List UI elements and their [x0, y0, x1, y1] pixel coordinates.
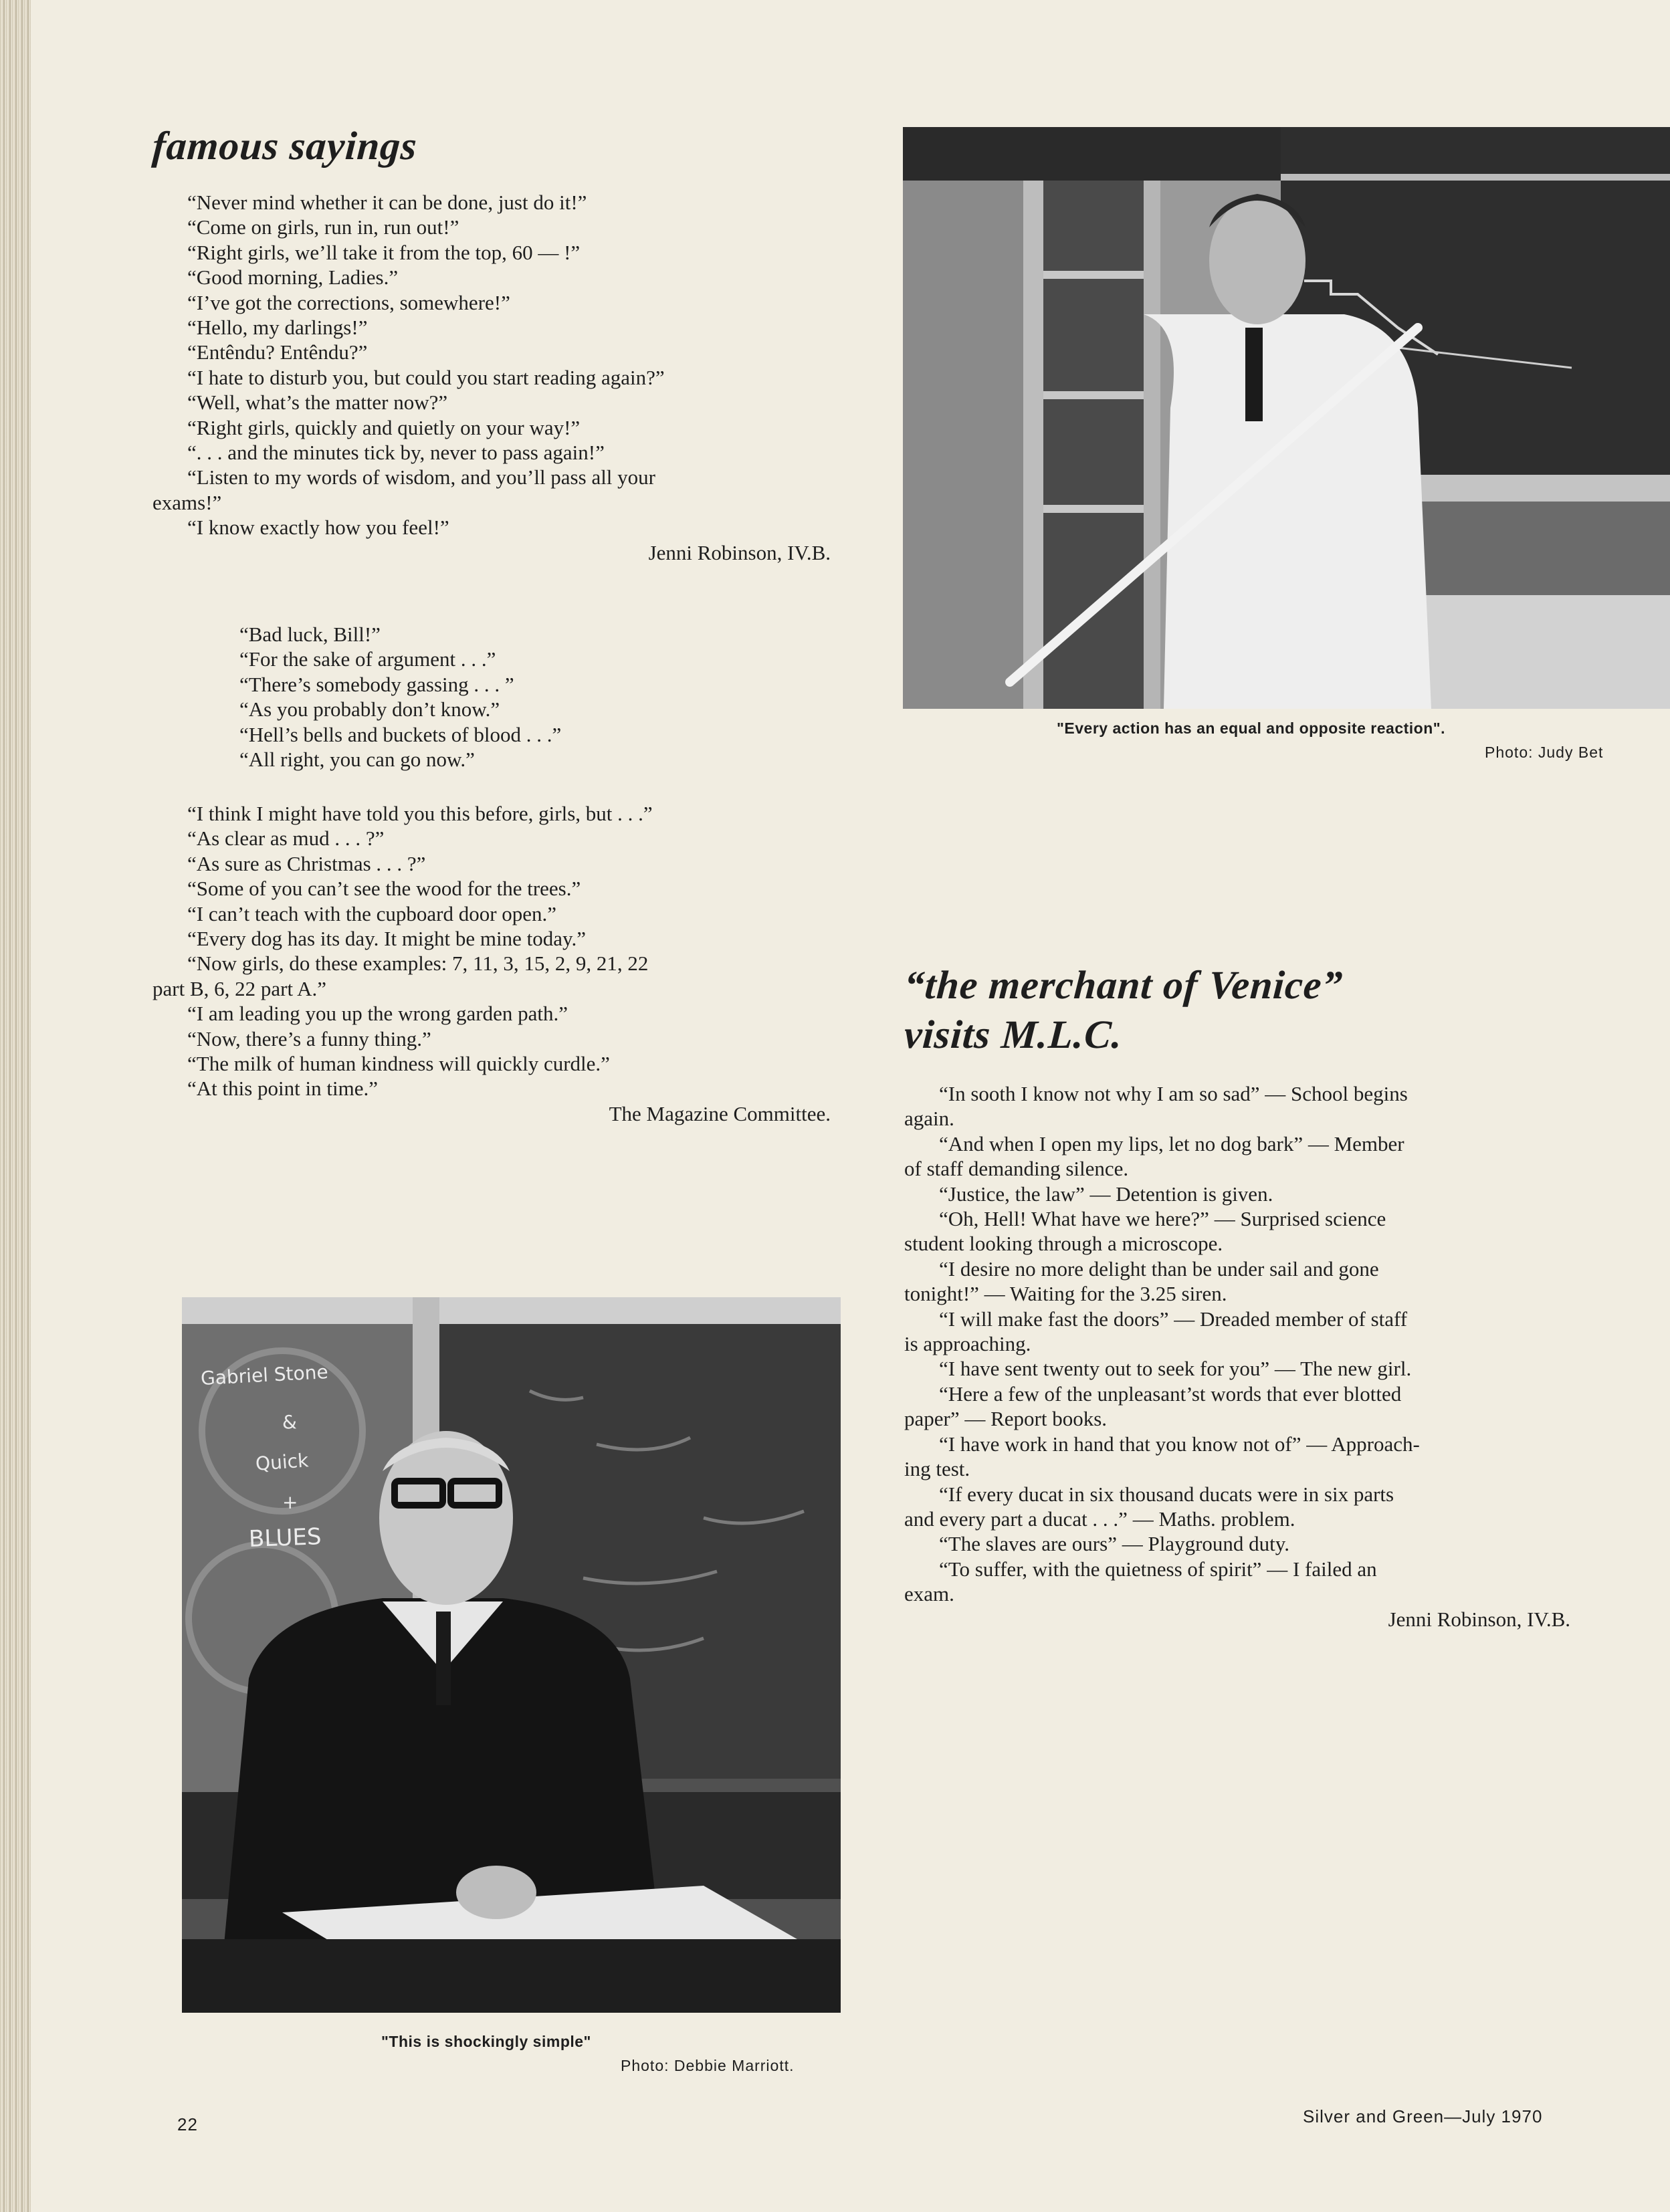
quote-line: “Justice, the law” — Detention is given.: [939, 1182, 1273, 1206]
publication-footer: Silver and Green—July 1970: [1303, 2106, 1543, 2126]
saying-line: “I’ve got the corrections, somewhere!”: [187, 290, 510, 314]
signature-jenni-robinson: Jenni Robinson, IV.B.: [648, 540, 831, 564]
quote-line: “Here a few of the unpleasant’st words that ever blotted: [939, 1381, 1402, 1406]
photo-top-caption: "Every action has an equal and opposite reaction".: [1057, 720, 1446, 737]
saying-line: “Right girls, quickly and quietly on your way!”: [187, 415, 581, 439]
saying-line: “I can’t teach with the cupboard door open.”: [187, 901, 557, 925]
merchant-quotes: [904, 1081, 1570, 1632]
quote-line: “I desire no more delight than be under sail and gone: [939, 1256, 1379, 1281]
quote-line: “And when I open my lips, let no dog bark” — Member: [939, 1131, 1404, 1155]
quote-line: “I will make fast the doors” — Dreaded member of staff: [939, 1307, 1408, 1331]
saying-line: “Hell’s bells and buckets of blood . . .”: [239, 722, 562, 746]
chalk-text-plus: +: [282, 1491, 298, 1513]
saying-line: part B, 6, 22 part A.”: [152, 976, 327, 1000]
signature-magazine-committee: The Magazine Committee.: [609, 1101, 831, 1125]
famous-sayings-section: [152, 124, 831, 565]
quote-line: again.: [904, 1107, 954, 1131]
saying-line: “Listen to my words of wisdom, and you’ll pass all your: [187, 465, 655, 489]
quote-line: “To suffer, with the quietness of spirit” — I failed an: [939, 1557, 1377, 1581]
page-binding-edge: [0, 0, 31, 2212]
merchant-heading-line1: “the merchant of Venice”: [902, 963, 1344, 1007]
quote-line: tonight!” — Waiting for the 3.25 siren.: [904, 1282, 1227, 1306]
quote-line: “If every ducat in six thousand ducats were in six parts: [939, 1482, 1394, 1506]
saying-line: “For the sake of argument . . .”: [239, 647, 496, 671]
photo-bottom-caption: "This is shockingly simple": [381, 2033, 591, 2050]
saying-line: “Now girls, do these examples: 7, 11, 3, 15, 2, 9, 21, 22: [187, 952, 649, 976]
photo-bottom-credit: Photo: Debbie Marriott.: [621, 2057, 795, 2074]
photo-teacher-with-pointer-image: [903, 127, 1670, 709]
quote-line: exam.: [904, 1582, 954, 1606]
photo-top-credit: Photo: Judy Bet: [1485, 744, 1604, 761]
chalk-text-quick: Quick: [254, 1449, 310, 1475]
quote-line: paper” — Report books.: [904, 1407, 1108, 1431]
chalk-text-gabriel-stone: Gabriel Stone: [200, 1361, 329, 1390]
saying-line: “Now, there’s a funny thing.”: [187, 1026, 431, 1050]
sayings-block-2: [239, 622, 708, 772]
saying-line: “I am leading you up the wrong garden path.”: [187, 1002, 568, 1026]
saying-line: “Every dog has its day. It might be mine today.”: [187, 927, 587, 951]
quote-line: “In sooth I know not why I am so sad” — School begins: [939, 1082, 1408, 1105]
saying-line: “I think I might have told you this before, girls, but . . .”: [187, 802, 653, 825]
photo-teacher-at-desk-image: [182, 1297, 841, 2013]
sayings-block-3: [152, 801, 831, 1126]
saying-line: “Come on girls, run in, run out!”: [187, 215, 459, 239]
merchant-heading-line2: visits M.L.C.: [902, 1012, 1124, 1057]
saying-line: “Bad luck, Bill!”: [239, 623, 381, 646]
saying-line: “I hate to disturb you, but could you start reading again?”: [187, 365, 665, 389]
signature-jenni-robinson-merchant: Jenni Robinson, IV.B.: [1388, 1607, 1570, 1631]
quote-line: student looking through a microscope.: [904, 1232, 1223, 1256]
saying-line: “All right, you can go now.”: [239, 748, 475, 772]
saying-line: exams!”: [152, 490, 222, 514]
quote-line: of staff demanding silence.: [904, 1157, 1129, 1181]
saying-line: “Some of you can’t see the wood for the trees.”: [187, 877, 581, 901]
saying-line: “Hello, my darlings!”: [187, 316, 368, 340]
saying-line: “There’s somebody gassing . . . ”: [239, 672, 514, 696]
saying-line: “As you probably don’t know.”: [239, 697, 500, 722]
quote-line: “I have work in hand that you know not of” — Approach-: [939, 1432, 1420, 1456]
quote-line: “I have sent twenty out to seek for you” — The new girl.: [939, 1357, 1412, 1381]
quote-line: “Oh, Hell! What have we here?” — Surprised science: [939, 1207, 1386, 1231]
quote-line: ing test.: [904, 1457, 970, 1481]
merchant-of-venice-section: [904, 963, 1570, 1632]
famous-sayings-heading: famous sayings: [150, 124, 419, 168]
photo-teacher-at-desk: [182, 1297, 841, 2013]
saying-line: “The milk of human kindness will quickly curdle.”: [187, 1052, 610, 1076]
saying-line: “Never mind whether it can be done, just do it!”: [187, 191, 587, 214]
saying-line: “At this point in time.”: [187, 1077, 378, 1101]
saying-line: “. . . and the minutes tick by, never to pass again!”: [187, 441, 605, 465]
saying-line: “As sure as Christmas . . . ?”: [187, 851, 426, 875]
saying-line: “As clear as mud . . . ?”: [187, 826, 385, 851]
saying-line: “Right girls, we’ll take it from the top, 60 — !”: [187, 240, 581, 264]
quote-line: and every part a ducat . . .” — Maths. problem.: [904, 1507, 1295, 1531]
page-number: 22: [177, 2114, 198, 2134]
chalk-text-blues: BLUES: [248, 1523, 322, 1553]
saying-line: “Entêndu? Entêndu?”: [187, 340, 368, 364]
saying-line: “I know exactly how you feel!”: [187, 516, 449, 540]
quote-line: is approaching.: [904, 1332, 1031, 1356]
saying-line: “Good morning, Ladies.”: [187, 265, 399, 290]
chalk-text-ampersand: &: [282, 1411, 297, 1433]
saying-line: “Well, what’s the matter now?”: [187, 391, 448, 415]
quote-line: “The slaves are ours” — Playground duty.: [939, 1532, 1289, 1556]
photo-teacher-with-pointer: [903, 127, 1670, 709]
sayings-block-1: [152, 190, 831, 565]
